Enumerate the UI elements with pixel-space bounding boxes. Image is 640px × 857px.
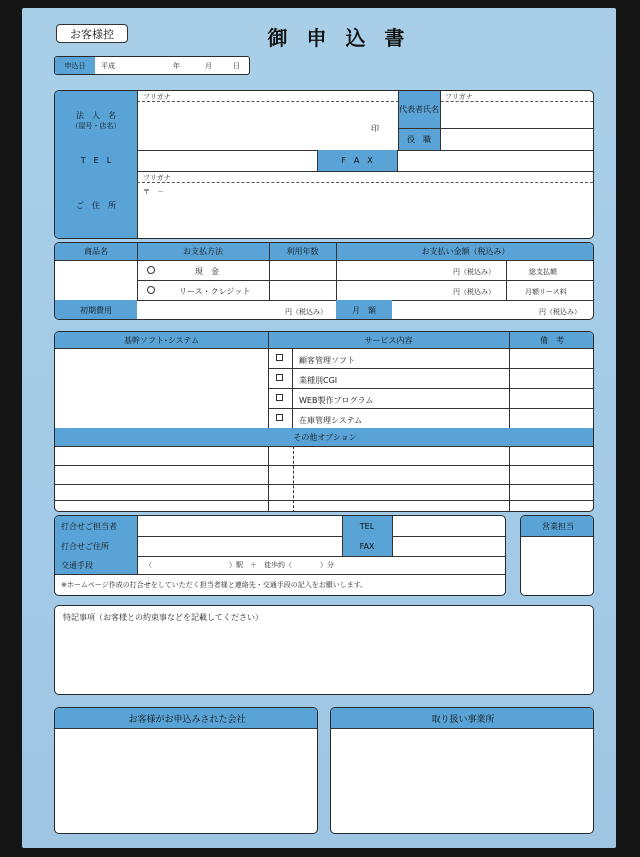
fax-label: F A X (317, 150, 397, 171)
cash-label: 現 金 (195, 267, 219, 276)
address-label: ご 住 所 (55, 171, 137, 239)
years-label: 利用年数 (269, 243, 336, 260)
payment-section (54, 242, 594, 320)
applicant-section (54, 90, 594, 239)
form-sheet (22, 8, 616, 848)
service-item-3: 在庫管理システム (299, 416, 363, 425)
meeting-fax-label: FAX (342, 536, 392, 556)
era-label: 平成 (101, 62, 115, 70)
date-label: 申込日 (55, 57, 95, 74)
lease-label: リース・クレジット (179, 287, 251, 296)
copy-badge: お客様控 (56, 24, 128, 43)
postal-mark: 〒 － (143, 188, 164, 196)
contact-label: 打合せご担当者 (55, 516, 137, 536)
monthly-label: 月 額 (336, 300, 392, 320)
furigana-corp: フリガナ (143, 93, 171, 101)
meeting-tel-label: TEL (342, 516, 392, 536)
corp-name-sub: （屋号・店名） (71, 122, 121, 130)
sales-label: 営業担当 (521, 516, 594, 536)
initial-cost-yen: 円（税込み） (285, 308, 327, 316)
total-label: 総支払額 (529, 268, 557, 276)
year-label: 年 (173, 62, 180, 70)
furigana-address: フリガナ (143, 174, 171, 182)
notes-label: 備 考 (509, 332, 594, 348)
monthly-lease-yen: 円（税込み） (453, 288, 495, 296)
meeting-section (54, 515, 506, 596)
page-title: 御 申 込 書 (267, 26, 411, 50)
office-label: 取り扱い事業所 (331, 708, 594, 728)
meeting-note: ※ホームページ作成の打合せをしていただく担当者様と連絡先・交通手段の記入をお願いします。 (61, 581, 368, 589)
office-box (330, 707, 594, 834)
position-label: 役 職 (398, 128, 440, 150)
service-label: サービス内容 (268, 332, 509, 348)
application-date-row (54, 56, 250, 75)
company-label: お客様がお申込みされた会社 (55, 708, 318, 728)
transport-line: （ ）駅 ＋ 徒歩約（ ）分 (145, 561, 334, 569)
base-software-label: 基幹ソフト･システム (55, 332, 268, 348)
service-checkbox-3[interactable] (276, 414, 283, 421)
remarks-box (54, 605, 594, 695)
amount-label: お支払い金額（税込み） (336, 243, 594, 260)
product-label: 商品名 (55, 243, 137, 260)
sales-rep-box (520, 515, 594, 596)
software-section (54, 331, 594, 512)
initial-cost-label: 初期費用 (55, 300, 137, 320)
service-item-2: WEB製作プログラム (299, 396, 374, 405)
corp-name-label: 法 人 名 (76, 111, 116, 120)
corp-name-header (55, 91, 137, 150)
service-item-0: 顧客管理ソフト (299, 356, 355, 365)
service-checkbox-1[interactable] (276, 374, 283, 381)
method-label: お支払方法 (137, 243, 269, 260)
remarks-label: 特記事項（お客様との約束事などを記載してください） (63, 613, 263, 622)
monthly-yen: 円（税込み） (539, 308, 581, 316)
lease-radio[interactable] (147, 286, 155, 294)
service-item-1: 業種別CGI (299, 376, 338, 385)
furigana-rep: フリガナ (445, 93, 473, 101)
meeting-address-label: 打合せご住所 (55, 536, 137, 556)
options-label: その他オプション (55, 428, 594, 446)
monthly-lease-label: 月額リース料 (525, 288, 567, 296)
cash-radio[interactable] (147, 266, 155, 274)
day-label: 日 (233, 62, 240, 70)
applied-company-box (54, 707, 318, 834)
transport-label: 交通手段 (55, 556, 137, 574)
month-label: 月 (205, 62, 212, 70)
service-checkbox-0[interactable] (276, 354, 283, 361)
rep-name-label: 代表者氏名 (398, 91, 440, 128)
tel-label: T E L (55, 150, 137, 171)
seal-mark: 印 (371, 124, 379, 133)
total-yen: 円（税込み） (453, 268, 495, 276)
service-checkbox-2[interactable] (276, 394, 283, 401)
